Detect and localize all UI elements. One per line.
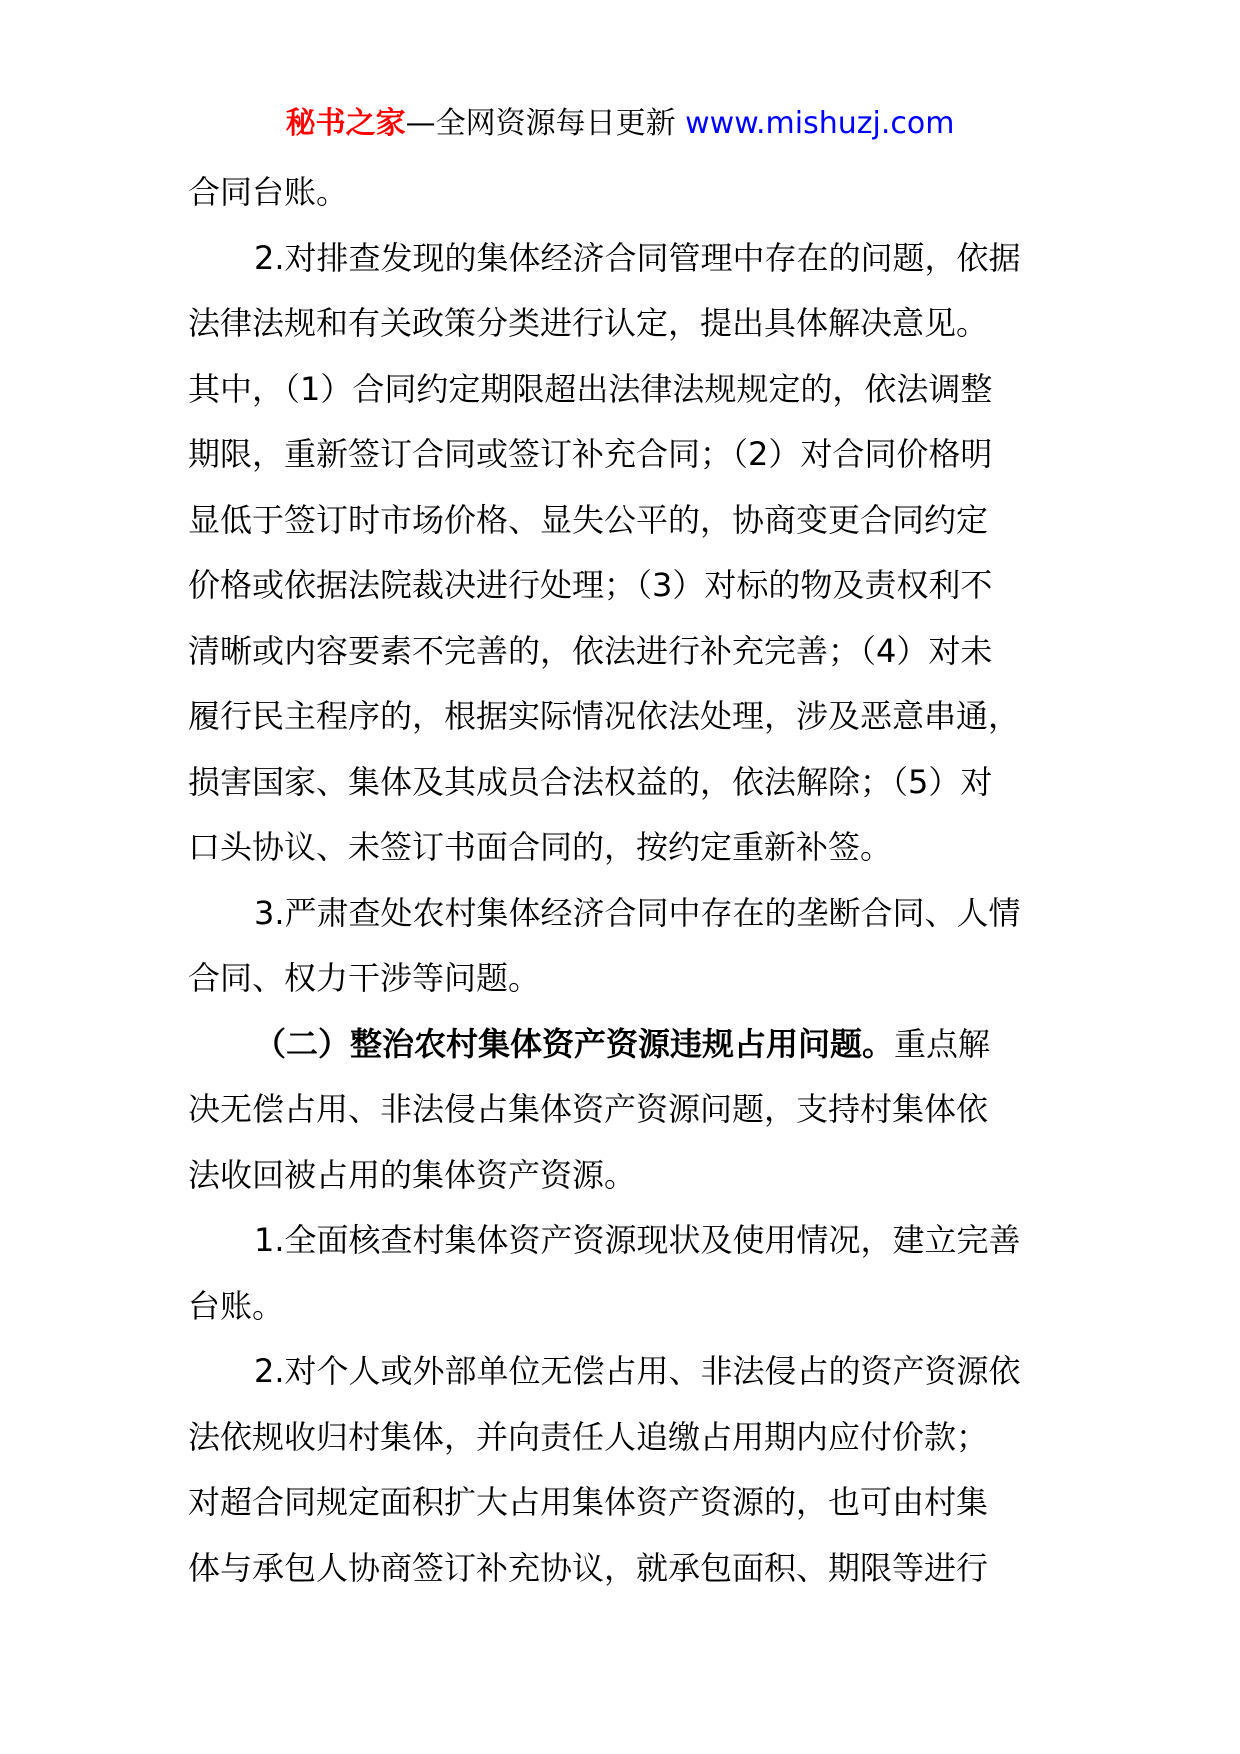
- page-header: [0, 100, 1240, 148]
- text-line: 决无偿占用、非法侵占集体资产资源问题，支持村集体依: [188, 1090, 989, 1128]
- website-link[interactable]: www.mishuzj.com: [685, 106, 955, 141]
- text-line: 2.对个人或外部单位无偿占用、非法侵占的资产资源依: [254, 1352, 1021, 1390]
- text-line: 损害国家、集体及其成员合法权益的，依法解除；（5）对: [188, 762, 993, 801]
- text-line: 台账。: [188, 1286, 285, 1325]
- text-line: 清晰或内容要素不完善的，依法进行补充完善；（4）对未: [188, 631, 993, 670]
- text-line: 法收回被占用的集体资产资源。: [188, 1155, 637, 1194]
- section-heading-tail: 重点解: [894, 1024, 991, 1063]
- text-line: 1.全面核查村集体资产资源现状及使用情况，建立完善: [254, 1221, 1021, 1259]
- text-line: 合同、权力干涉等问题。: [188, 959, 541, 997]
- text-line: 其中，（1）合同约定期限超出法律法规规定的，依法调整: [188, 369, 993, 408]
- text-line: 显低于签订时市场价格、显失公平的，协商变更合同约定: [188, 500, 989, 539]
- text-line: 对超合同规定面积扩大占用集体资产资源的，也可由村集: [188, 1483, 989, 1521]
- section-heading-line: [188, 1012, 1058, 1078]
- brand-name: 秘书之家: [285, 106, 406, 141]
- text-line: 合同台账。: [188, 173, 349, 211]
- text-line: 法依规收归村集体，并向责任人追缴占用期内应付价款；: [188, 1417, 989, 1456]
- text-line: 法律法规和有关政策分类进行认定，提出具体解决意见。: [188, 304, 989, 342]
- text-line: 期限，重新签订合同或签订补充合同；（2）对合同价格明: [188, 435, 993, 473]
- text-line: 口头协议、未签订书面合同的，按约定重新补签。: [188, 828, 893, 866]
- text-line: 2.对排查发现的集体经济合同管理中存在的问题，依据: [254, 238, 1021, 277]
- text-line: 体与承包人协商签订补充协议，就承包面积、期限等进行: [188, 1548, 989, 1587]
- document-body: [188, 160, 1058, 1601]
- header-slogan: —全网资源每日更新: [405, 106, 686, 141]
- text-line: 3.严肃查处农村集体经济合同中存在的垄断合同、人情: [254, 893, 1021, 932]
- text-line: 价格或依据法院裁决进行处理；（3）对标的物及责权利不: [188, 566, 993, 604]
- text-line: 履行民主程序的，根据实际情况依法处理，涉及恶意串通，: [188, 697, 1021, 735]
- section-heading: （二）整治农村集体资产资源违规占用问题。: [254, 1024, 895, 1063]
